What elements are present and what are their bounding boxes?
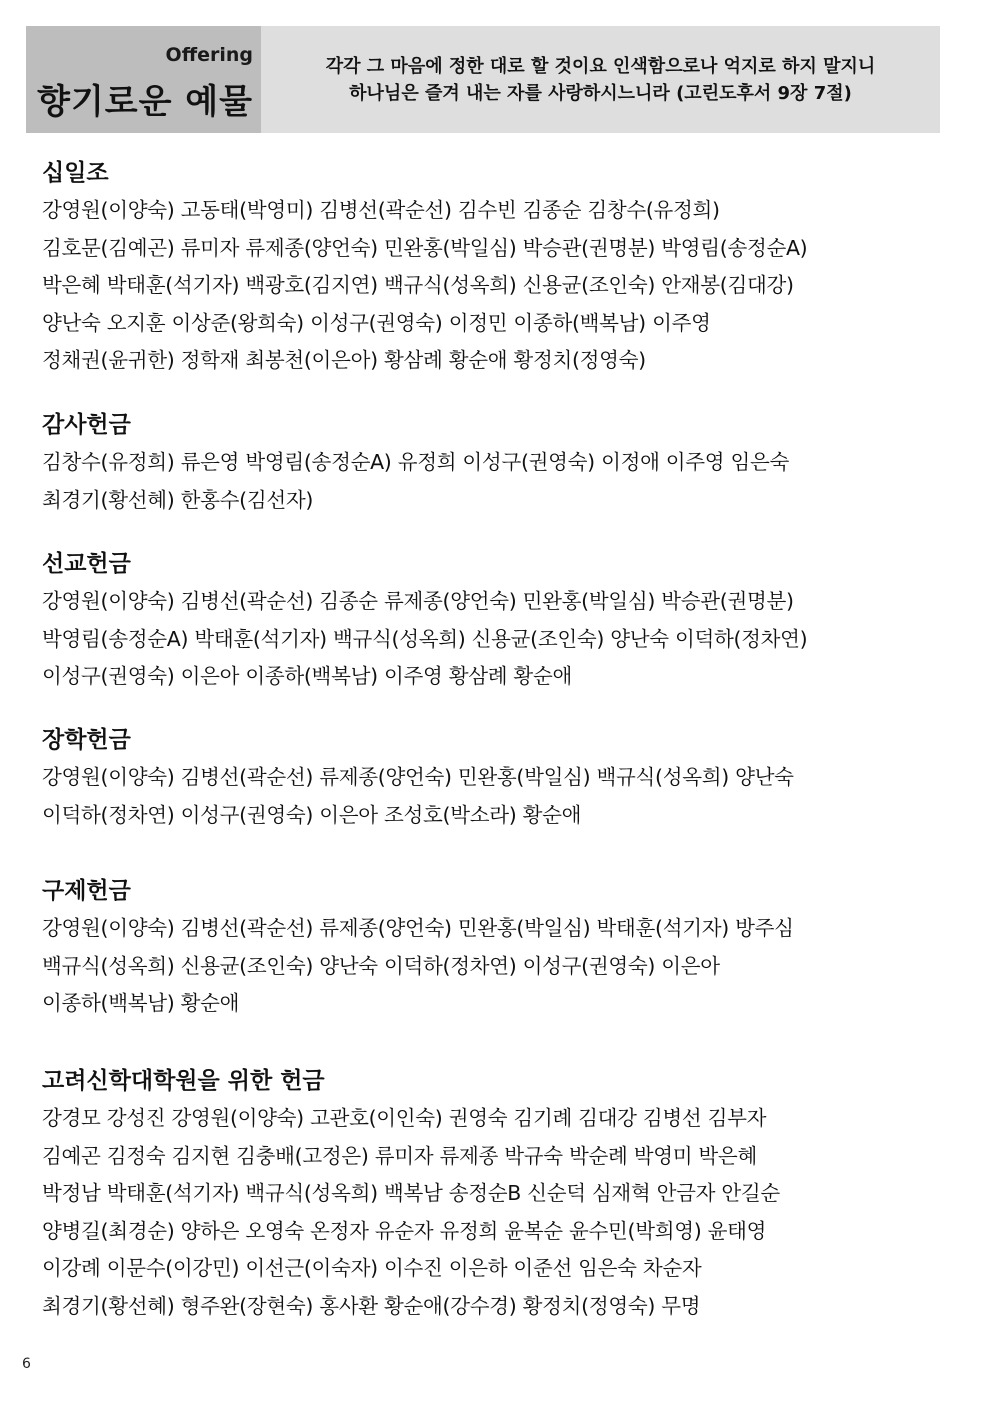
offering-header [26, 26, 940, 133]
section-tithe [42, 158, 942, 380]
name-line: 강영원(이양숙) 김병선(곽순선) 류제종(양언숙) 민완홍(박일심) 백규식(성옥희) 양난숙 [42, 765, 794, 789]
name-line: 김예곤 김정숙 김지현 김충배(고정은) 류미자 류제종 박규숙 박순례 박영미 박은혜 [42, 1143, 757, 1168]
section-seminary [42, 1066, 942, 1325]
name-line: 이강례 이문수(이강민) 이선근(이숙자) 이수진 이은하 이준선 임은숙 차순자 [42, 1256, 702, 1280]
name-line: 최경기(황선혜) 한홍수(김선자) [42, 487, 314, 512]
header-label-korean: 향기로운 예물 [37, 82, 253, 122]
name-line: 양병길(최경순) 양하은 오영숙 온정자 유순자 유정희 윤복순 윤수민(박희영) 윤태영 [42, 1218, 767, 1243]
page-number: 6 [22, 1356, 31, 1372]
section-title: 구제헌금 [42, 878, 131, 904]
name-line: 강영원(이양숙) 고동태(박영미) 김병선(곽순선) 김수빈 김종순 김창수(유정희) [42, 198, 720, 222]
name-line: 박은혜 박태훈(석기자) 백광호(김지연) 백규식(성옥희) 신용균(조인숙) 안재봉(김대강) [42, 273, 794, 297]
section-title: 십일조 [42, 160, 109, 186]
section-scholarship [42, 725, 942, 834]
section-mission [42, 549, 942, 696]
name-line: 이덕하(정차연) 이성구(권영숙) 이은아 조성호(박소라) 황순애 [42, 802, 582, 827]
name-line: 김호문(김예곤) 류미자 류제종(양언숙) 민완홍(박일심) 박승관(권명분) 박영림(송정순A) [42, 235, 808, 260]
name-line: 이종하(백복남) 황순애 [42, 991, 240, 1015]
section-title: 장학헌금 [42, 727, 131, 753]
name-line: 강경모 강성진 강영원(이양숙) 고관호(이인숙) 권영숙 김기례 김대강 김병선 김부자 [42, 1106, 767, 1130]
name-line: 강영원(이양숙) 김병선(곽순선) 김종순 류제종(양언숙) 민완홍(박일심) 박승관(권명분) [42, 589, 794, 613]
name-line: 강영원(이양숙) 김병선(곽순선) 류제종(양언숙) 민완홍(박일심) 박태훈(석기자) 방주심 [42, 916, 794, 940]
name-line: 박정남 박태훈(석기자) 백규식(성옥희) 백복남 송정순B 신순덕 심재혁 안금자 안길순 [42, 1181, 780, 1205]
header-label-box [26, 26, 261, 133]
bible-verse [261, 53, 940, 107]
name-line: 최경기(황선혜) 형주완(장현숙) 홍사환 황순애(강수경) 황정치(정영숙) 무명 [42, 1293, 701, 1318]
verse-line-2: 하나님은 즐겨 내는 자를 사랑하시느니라 (고린도후서 9장 7절) [349, 83, 852, 104]
verse-line-1: 각각 그 마음에 정한 대로 할 것이요 인색함으로나 억지로 하지 말지니 [325, 56, 876, 77]
name-line: 이성구(권영숙) 이은아 이종하(백복남) 이주영 황삼례 황순애 [42, 664, 572, 688]
name-line: 백규식(성옥희) 신용균(조인숙) 양난숙 이덕하(정차연) 이성구(권영숙) 이은아 [42, 953, 720, 978]
name-line: 양난숙 오지훈 이상준(왕희숙) 이성구(권영숙) 이정민 이종하(백복남) 이주영 [42, 310, 711, 335]
section-title: 감사헌금 [42, 412, 131, 438]
header-label-english: Offering [165, 44, 253, 66]
name-line: 박영림(송정순A) 박태훈(석기자) 백규식(성옥희) 신용균(조인숙) 양난숙 이덕하(정차연) [42, 626, 808, 651]
section-relief [42, 876, 942, 1023]
section-title: 고려신학대학원을 위한 헌금 [42, 1068, 325, 1094]
section-title: 선교헌금 [42, 551, 131, 577]
name-line: 정채권(윤귀한) 정학재 최봉천(이은아) 황삼례 황순애 황정치(정영숙) [42, 348, 646, 372]
section-thanksgiving [42, 410, 942, 519]
name-line: 김창수(유정희) 류은영 박영림(송정순A) 유정희 이성구(권영숙) 이정애 이주영 임은숙 [42, 450, 790, 474]
